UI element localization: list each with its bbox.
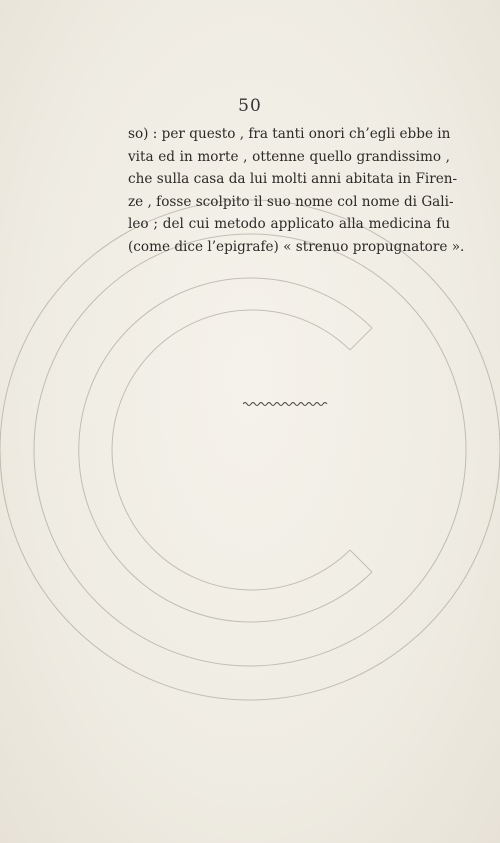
- text-line: che sulla casa da lui molti anni abitata in Firen-: [128, 171, 458, 187]
- body-text: [128, 123, 465, 258]
- text-line: (come dice l’epigrafe) « strenuo propugnatore ».: [128, 238, 465, 255]
- text-line: vita ed in morte , ottenne quello grandissimo ,: [128, 148, 450, 165]
- text-line: so) : per questo , fra tanti onori ch’egli ebbe in: [128, 126, 451, 142]
- page-number: 50: [238, 96, 262, 116]
- text-line: ze , fosse scolpito il suo nome col nome di Gali-: [128, 193, 454, 210]
- text-line: leo ; del cui metodo applicato alla medicina fu: [128, 216, 450, 232]
- section-divider-ornament: [243, 400, 329, 408]
